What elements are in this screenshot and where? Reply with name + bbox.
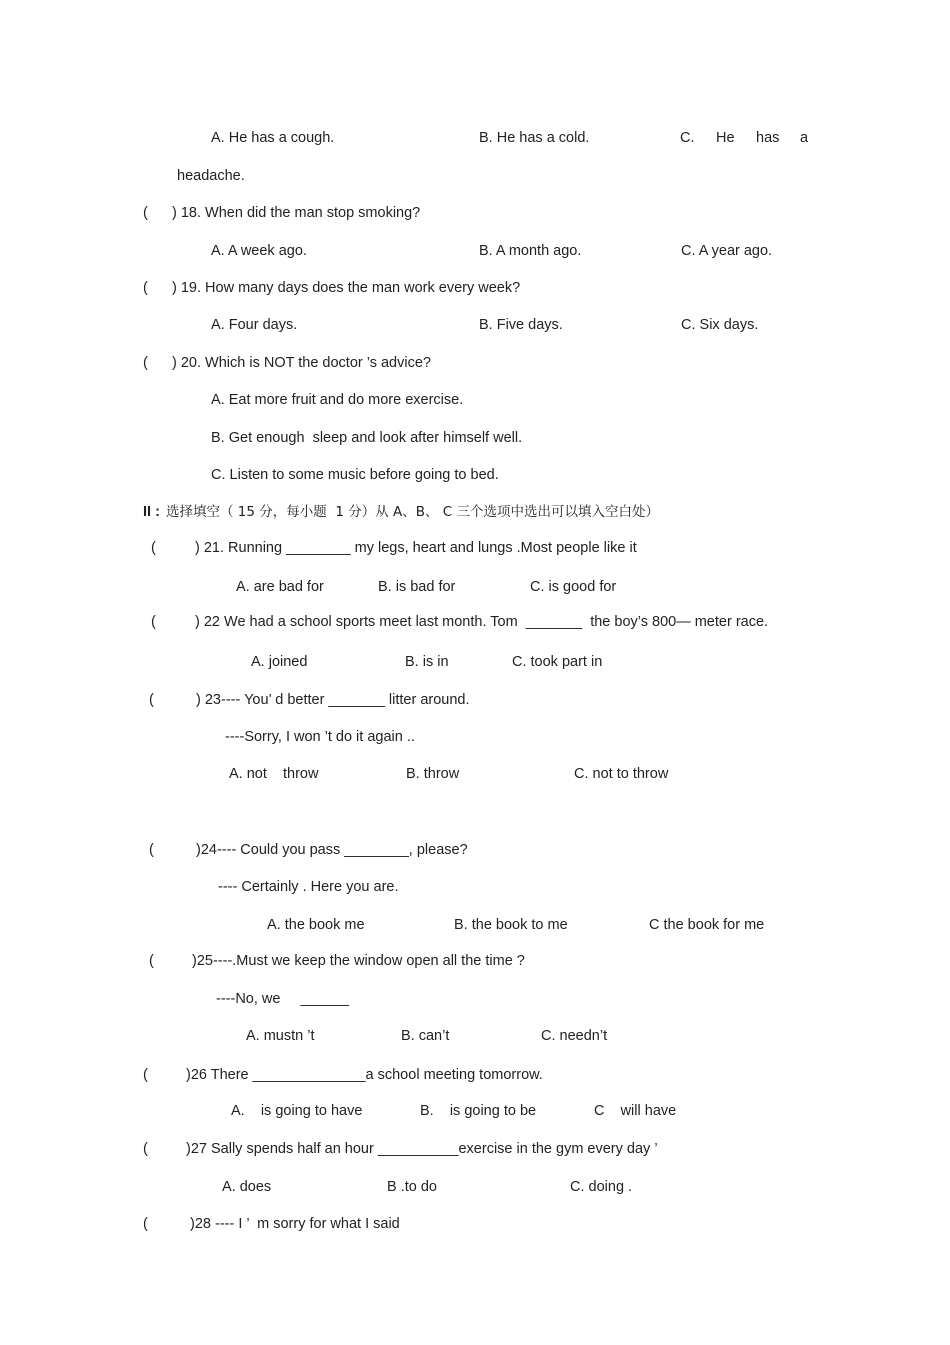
q20-answer-paren: ( xyxy=(143,355,148,371)
q28-answer-paren: ( xyxy=(143,1216,148,1232)
q26-question: )26 There ______________a school meeting tomorrow. xyxy=(186,1067,543,1083)
q19-question: ) 19. How many days does the man work every week? xyxy=(172,280,521,296)
q17-option-a: A. He has a cough. xyxy=(211,130,335,146)
q17-option-c-part: has xyxy=(756,130,780,146)
q23-option-a: A. not throw xyxy=(229,766,319,782)
q21-option-a: A. are bad for xyxy=(236,579,324,595)
q17-option-b: B. He has a cold. xyxy=(479,130,590,146)
q27-question: )27 Sally spends half an hour __________exercise in the gym every day ’ xyxy=(186,1141,658,1157)
q23-option-c: C. not to throw xyxy=(574,766,669,782)
q20-option-c: C. Listen to some music before going to bed. xyxy=(211,467,499,483)
q17-option-c-continued: headache. xyxy=(177,168,245,184)
q25-answer-paren: ( xyxy=(149,953,154,969)
q20-question: ) 20. Which is NOT the doctor ’s advice? xyxy=(172,355,431,371)
q19-answer-paren: ( xyxy=(143,280,148,296)
q17-option-c-part: C. xyxy=(680,130,695,146)
q24-option-a: A. the book me xyxy=(267,917,365,933)
q19-option-a: A. Four days. xyxy=(211,317,298,333)
q25-question: )25----.Must we keep the window open all the time ? xyxy=(192,953,525,969)
q25-option-a: A. mustn ’t xyxy=(246,1028,315,1044)
q22-question: ) 22 We had a school sports meet last month. Tom _______ the boy’s 800— meter race. xyxy=(195,614,769,630)
q25-reply: ----No, we ______ xyxy=(216,991,349,1007)
q26-answer-paren: ( xyxy=(143,1067,148,1083)
q20-option-a: A. Eat more fruit and do more exercise. xyxy=(211,392,464,408)
q23-option-b: B. throw xyxy=(406,766,460,782)
q18-option-a: A. A week ago. xyxy=(211,243,307,259)
section-heading: 选择填空（ 15 分，每小题 1 分）从 A、B、 C 三个选项中选出可以填入空白处） xyxy=(166,504,660,520)
q23-question: ) 23---- You’ d better _______ litter around. xyxy=(196,692,470,708)
q28-question: )28 ---- I ’ m sorry for what I said xyxy=(190,1216,400,1232)
q24-option-b: B. the book to me xyxy=(454,917,568,933)
q23-answer-paren: ( xyxy=(149,692,154,708)
q27-option-b: B .to do xyxy=(387,1179,437,1195)
q25-option-c: C. needn’t xyxy=(541,1028,608,1044)
q25-option-b: B. can’t xyxy=(401,1028,450,1044)
q19-option-c: C. Six days. xyxy=(681,317,759,333)
q27-option-a: A. does xyxy=(222,1179,272,1195)
q26-option-c: C will have xyxy=(594,1103,677,1119)
q21-option-c: C. is good for xyxy=(530,579,617,595)
q26-option-a: A. is going to have xyxy=(231,1103,363,1119)
q24-question: )24---- Could you pass ________, please? xyxy=(196,842,468,858)
q27-option-c: C. doing . xyxy=(570,1179,633,1195)
q20-option-b: B. Get enough sleep and look after himself well. xyxy=(211,430,523,446)
q21-answer-paren: ( xyxy=(151,540,156,556)
q21-question: ) 21. Running ________ my legs, heart and lungs .Most people like it xyxy=(195,540,637,556)
q22-option-a: A. joined xyxy=(251,654,308,670)
q24-option-c: C the book for me xyxy=(649,917,765,933)
q22-answer-paren: ( xyxy=(151,614,156,630)
q23-reply: ----Sorry, I won ’t do it again .. xyxy=(225,729,415,745)
section-number: II : xyxy=(143,504,160,520)
q18-option-b: B. A month ago. xyxy=(479,243,582,259)
q26-option-b: B. is going to be xyxy=(420,1103,537,1119)
q18-question: ) 18. When did the man stop smoking? xyxy=(172,205,421,221)
q24-reply: ---- Certainly . Here you are. xyxy=(218,879,399,895)
q17-option-c-part: a xyxy=(800,130,809,146)
q24-answer-paren: ( xyxy=(149,842,154,858)
q27-answer-paren: ( xyxy=(143,1141,148,1157)
q17-option-c-part: He xyxy=(716,130,735,146)
q21-option-b: B. is bad for xyxy=(378,579,456,595)
q18-answer-paren: ( xyxy=(143,205,148,221)
q22-option-c: C. took part in xyxy=(512,654,603,670)
q19-option-b: B. Five days. xyxy=(479,317,563,333)
q18-option-c: C. A year ago. xyxy=(681,243,773,259)
q22-option-b: B. is in xyxy=(405,654,449,670)
